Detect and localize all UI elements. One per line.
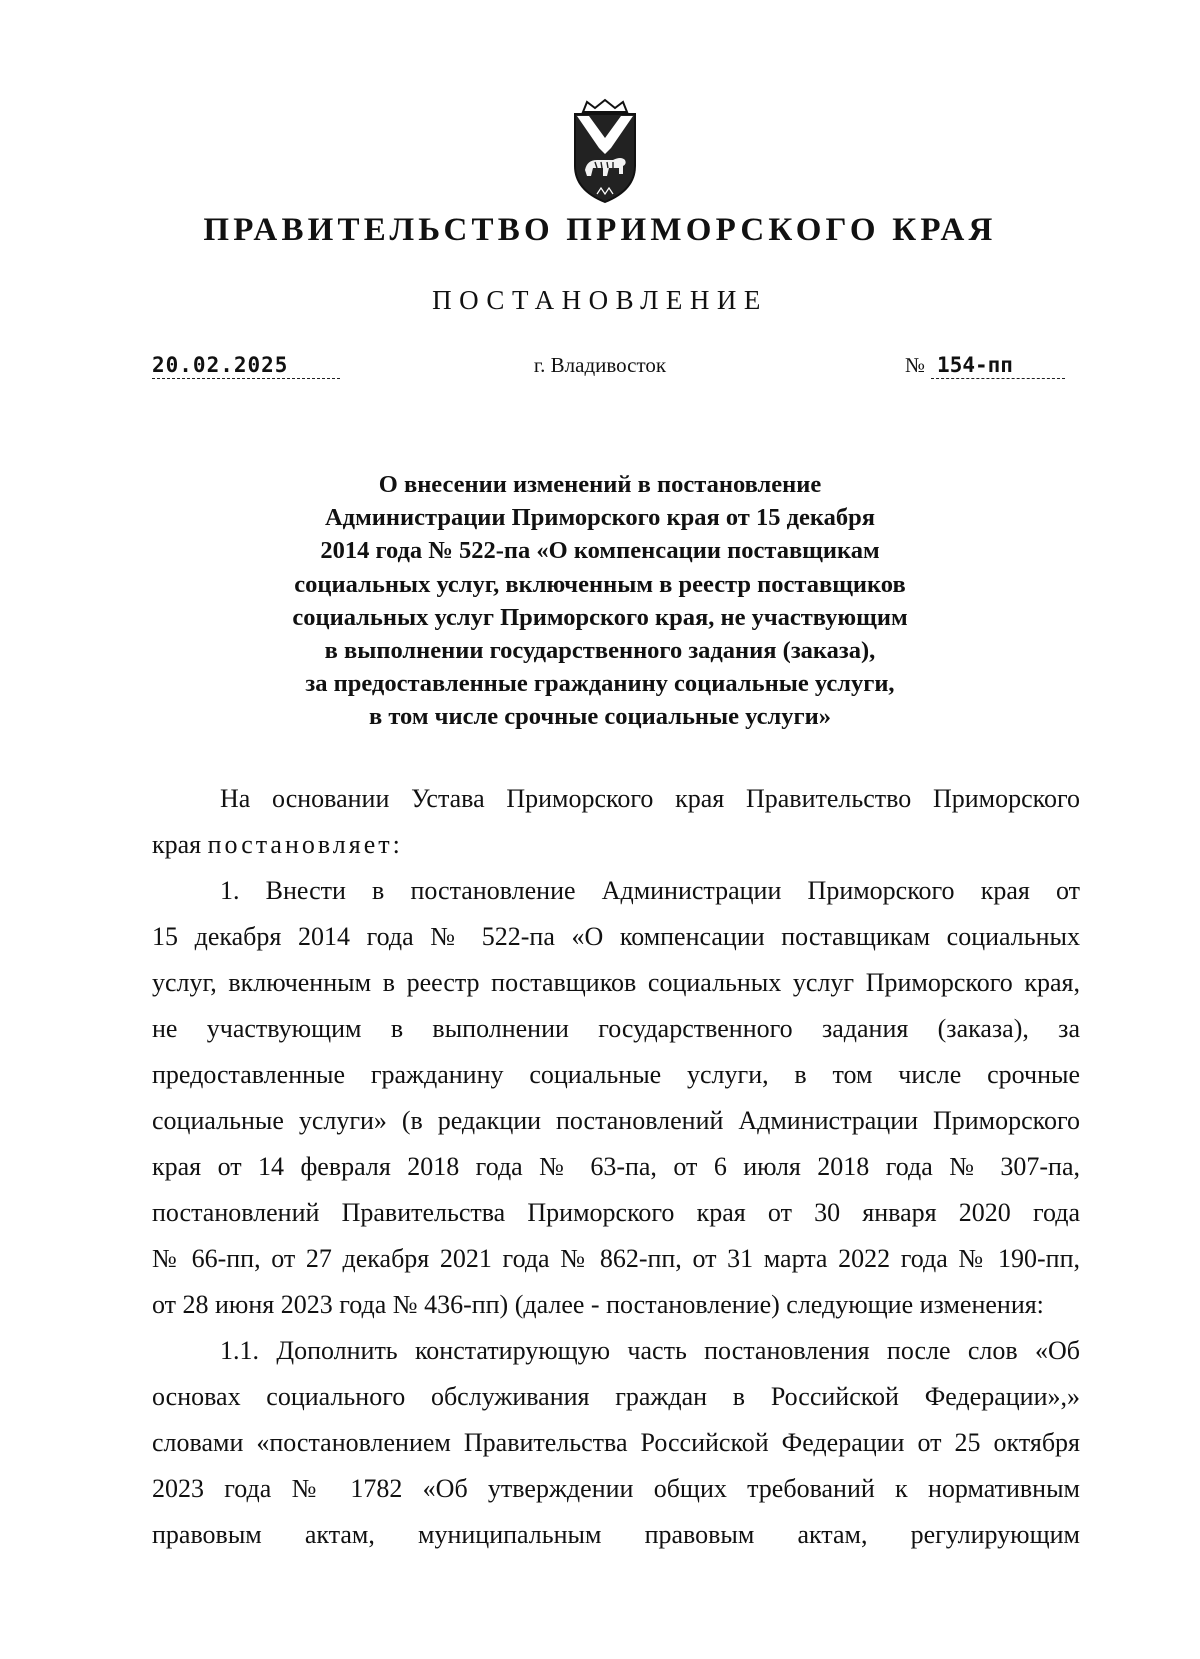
body-line: социальные услуги» (в редакции постановлений Администрации Приморского	[152, 1106, 1080, 1135]
document-type: ПОСТАНОВЛЕНИЕ	[432, 285, 768, 315]
body-line: не участвующим в выполнении государственного задания (заказа), за	[152, 1014, 1080, 1043]
title-line: социальных услуг Приморского края, не участвующим	[292, 603, 908, 631]
body-line: предоставленные гражданину социальные услуги, в том числе срочные	[152, 1060, 1080, 1089]
resolves-word: постановляет:	[207, 830, 403, 859]
body-line: 15 декабря 2014 года № 522-па «О компенсации поставщикам социальных	[152, 922, 1080, 951]
title-line: социальных услуг, включенным в реестр поставщиков	[294, 570, 906, 598]
body-line: На основании Устава Приморского края Правительство Приморского	[220, 784, 1080, 813]
number-sign: №	[905, 353, 926, 377]
body-line: правовым актам, муниципальным правовым актам, регулирующим	[152, 1520, 1080, 1549]
title-line: Администрации Приморского края от 15 декабря	[324, 504, 875, 532]
document-body	[152, 776, 1080, 1558]
coat-of-arms-icon	[565, 98, 645, 208]
body-line: постановлений Правительства Приморского края от 30 января 2020 года	[152, 1198, 1080, 1227]
body-line: от 28 июня 2023 года № 436-пп) (далее - постановление) следующие изменения:	[152, 1290, 1044, 1319]
title-line: 2014 года № 522-па «О компенсации поставщикам	[320, 537, 880, 565]
body-text: края	[152, 830, 208, 859]
body-line: 2023 года № 1782 «Об утверждении общих требований к нормативным	[152, 1474, 1080, 1503]
body-line: словами «постановлением Правительства Российской Федерации от 25 октября	[152, 1428, 1080, 1457]
title-line: в выполнении государственного задания (заказа),	[324, 637, 876, 665]
title-line: в том числе срочные социальные услуги»	[368, 703, 832, 731]
body-line: края от 14 февраля 2018 года № 63-па, от 6 июля 2018 года № 307-па,	[152, 1152, 1080, 1181]
document-date: 20.02.2025	[152, 352, 340, 379]
body-line: № 66-пп, от 27 декабря 2021 года № 862-пп, от 31 марта 2022 года № 190-пп,	[152, 1244, 1080, 1273]
body-line: услуг, включенным в реестр поставщиков социальных услуг Приморского края,	[152, 968, 1080, 997]
title-line: О внесении изменений в постановление	[378, 471, 822, 498]
body-line: основах социального обслуживания граждан в Российской Федерации»,»	[152, 1382, 1080, 1411]
body-line: 1. Внести в постановление Администрации Приморского края от	[220, 876, 1080, 905]
title-line: за предоставленные гражданину социальные услуги,	[305, 670, 895, 698]
issuing-authority: ПРАВИТЕЛЬСТВО ПРИМОРСКОГО КРАЯ	[203, 212, 997, 248]
number-value: 154-пп	[931, 352, 1065, 379]
document-city: г. Владивосток	[533, 353, 667, 377]
document-title	[150, 468, 1050, 734]
body-line	[152, 822, 1080, 868]
document-number	[905, 352, 1075, 379]
body-line: 1.1. Дополнить констатирующую часть постановления после слов «Об	[220, 1336, 1080, 1365]
